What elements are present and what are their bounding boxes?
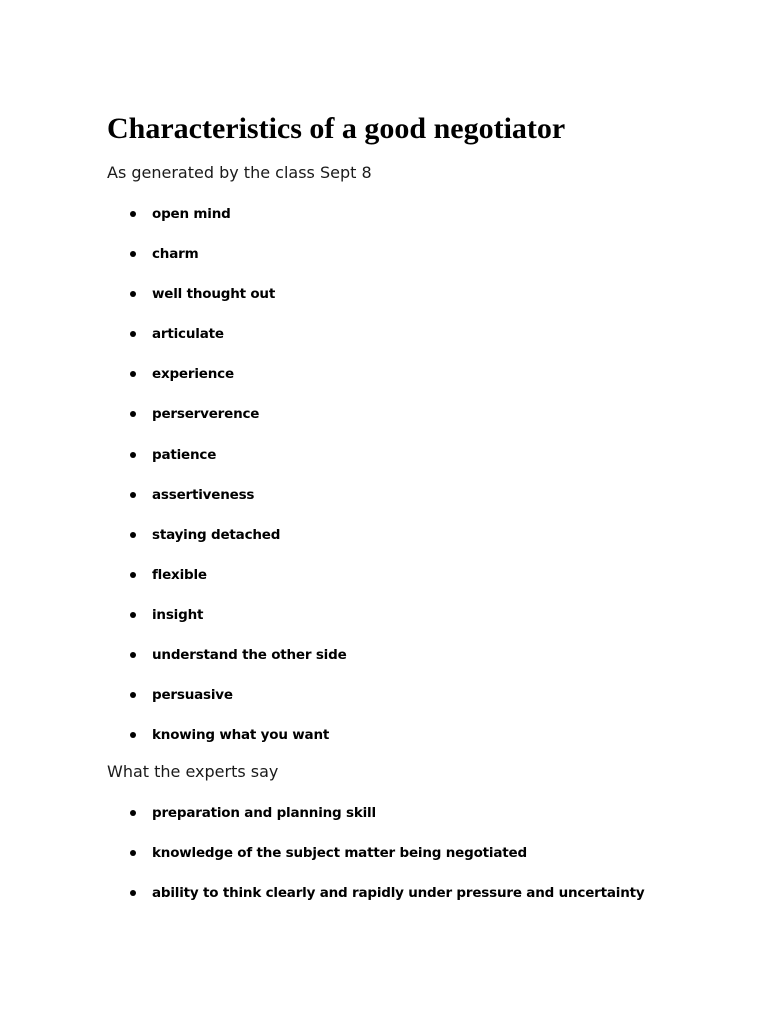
bullet-icon	[130, 652, 136, 658]
bullet-icon	[130, 452, 136, 458]
bullet-icon	[130, 732, 136, 738]
page-title: Characteristics of a good negotiator	[107, 112, 566, 145]
bullet-icon	[130, 211, 136, 217]
bullet-icon	[130, 371, 136, 377]
bullet-icon	[130, 810, 136, 816]
bullet-icon	[130, 612, 136, 618]
bullet-icon	[130, 492, 136, 498]
list-item-text: patience	[152, 446, 217, 463]
bullet-icon	[130, 251, 136, 257]
list-item-text: knowing what you want	[152, 727, 330, 744]
list-item-text: preparation and planning skill	[152, 805, 376, 821]
bullet-icon	[130, 331, 136, 337]
list-item-text: charm	[152, 246, 199, 263]
list-item-text: insight	[152, 606, 204, 623]
list-item-text: flexible	[152, 566, 207, 583]
list-item-text: persuasive	[152, 687, 233, 704]
list-item-text: perserverence	[152, 406, 260, 423]
bullet-icon	[130, 890, 136, 896]
bullet-icon	[130, 532, 136, 538]
list-item-text: assertiveness	[152, 486, 255, 503]
bullet-icon	[130, 850, 136, 856]
list-item-text: articulate	[152, 326, 224, 343]
list-item-text: knowledge of the subject matter being negotiated	[152, 845, 527, 862]
list-item-text: experience	[152, 366, 234, 383]
bullet-icon	[130, 692, 136, 698]
list-item-text: staying detached	[152, 526, 281, 543]
bullet-icon	[130, 411, 136, 417]
section-heading-experts: What the experts say	[107, 762, 279, 781]
list-item-text: open mind	[152, 206, 231, 222]
section-heading-class: As generated by the class Sept 8	[107, 163, 372, 182]
list-item-text: understand the other side	[152, 647, 347, 664]
list-item-text: ability to think clearly and rapidly under pressure and uncertainty	[152, 885, 645, 902]
bullet-icon	[130, 291, 136, 297]
list-item-text: well thought out	[152, 286, 276, 303]
bullet-icon	[130, 572, 136, 578]
